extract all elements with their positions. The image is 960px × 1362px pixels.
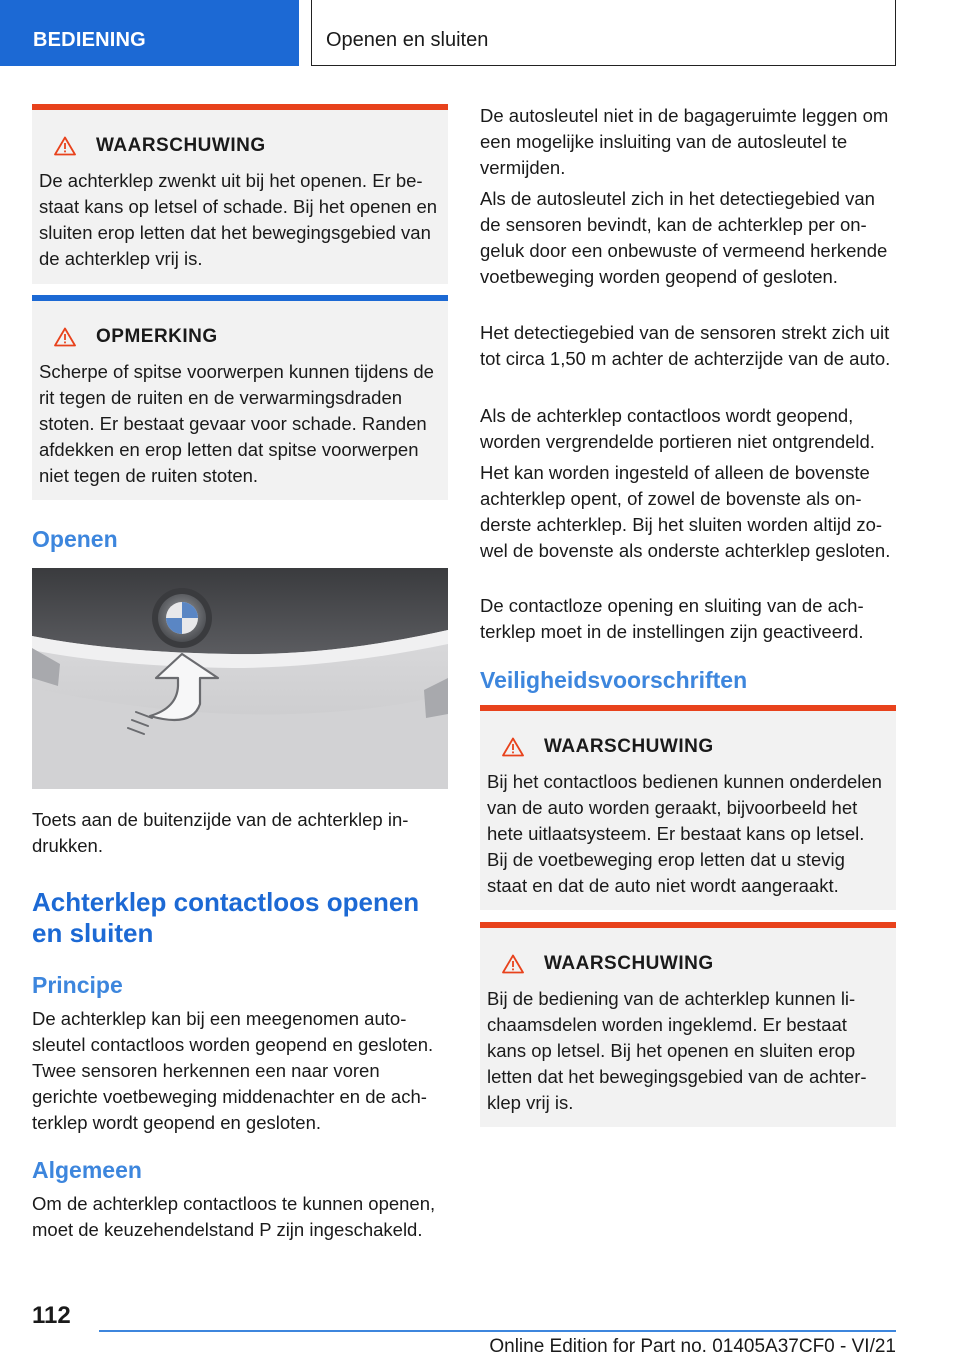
header-chapter	[311, 0, 896, 66]
warning-heading	[32, 110, 448, 160]
heading-principe: Principe	[32, 972, 123, 998]
header-chapter-label: Openen en sluiten	[326, 29, 489, 51]
note-title: OPMERKING	[96, 326, 218, 347]
warning-text: De achterklep zwenkt uit bij het openen. Er bestaat kans op letsel of schade. Bij het openen en sluiten erop letten dat het bewegingsgebied van de achterklep vrij is.	[39, 170, 438, 269]
warning-heading	[480, 928, 896, 978]
warning-triangle-icon	[54, 136, 76, 156]
photo-caption: Toets aan de buitenzijde van de achterklep indrukken.	[32, 809, 409, 856]
paragraph-portieren: Als de achterklep contactloos wordt geopend, worden vergrendelde portieren niet ontgrendeld.	[480, 405, 875, 452]
warning-title: WAARSCHUWING	[544, 736, 714, 757]
warning-box-2	[480, 705, 896, 910]
warning-box-3	[480, 922, 896, 1127]
warning-text: Bij de bediening van de achterklep kunnen lichaamsdelen worden ingeklemd. Er bestaat kans op letsel. Bij het openen en sluiten erop letten dat het bewegingsgebied van de achterklep vrij is.	[487, 988, 867, 1113]
heading-algemeen: Algemeen	[32, 1157, 142, 1183]
note-box-1	[32, 295, 448, 500]
warning-triangle-icon	[502, 737, 524, 757]
paragraph-instelling: Het kan worden ingesteld of alleen de bovenste achterklep opent, of zowel de bovenste als onderste achterklep. Bij het sluiten worden altijd zowel de bovenste als onderste achterklep gesloten.	[480, 462, 891, 561]
paragraph-detectiegebied: Als de autosleutel zich in het detectiegebied van de sensoren bevindt, kan de achterklep per ongeluk door een onbewuste of vermeend herkende voetbeweging worden geopend of gesloten.	[480, 188, 888, 287]
warning-triangle-icon	[54, 327, 76, 347]
heading-openen: Openen	[32, 526, 118, 552]
warning-triangle-icon	[502, 954, 524, 974]
paragraph-bereik: Het detectiegebied van de sensoren strekt zich uit tot circa 1,50 m achter de achterzijde van de auto.	[480, 322, 891, 369]
paragraph-activering: De contactloze opening en sluiting van de achterklep moet in de instellingen zijn geactiveerd.	[480, 595, 864, 642]
warning-title: WAARSCHUWING	[96, 135, 266, 156]
warning-title: WAARSCHUWING	[544, 953, 714, 974]
footer-edition: Online Edition for Part no. 01405A37CF0 - VI/21	[489, 1336, 896, 1357]
footer-divider	[99, 1330, 896, 1332]
page-number: 112	[32, 1302, 71, 1329]
header-section-tab	[0, 0, 299, 66]
algemeen-text: Om de achterklep contactloos te kunnen openen, moet de keuzehendelstand P zijn ingeschakeld.	[32, 1193, 436, 1240]
tailgate-button-photo	[32, 568, 448, 789]
heading-contactless: Achterklep contactloos openen en sluiten	[32, 887, 420, 948]
warning-text: Bij het contactloos bedienen kunnen onderdelen van de auto worden geraakt, bijvoorbeeld het hete uitlaatsysteem. Er bestaat kans op letsel. Bij de voetbeweging erop letten dat u stevig staat en dat de auto niet wordt aangeraakt.	[487, 771, 882, 896]
warning-box-1	[32, 104, 448, 284]
paragraph-sleutel: De autosleutel niet in de bagageruimte leggen om een mogelijke insluiting van de autosleutel te vermijden.	[480, 105, 889, 178]
warning-heading	[480, 711, 896, 761]
tailgate-photo-illustration	[32, 568, 448, 789]
principe-text: De achterklep kan bij een meegenomen autosleutel contactloos worden geopend en gesloten. Twee sensoren herkennen een naar voren gerichte voetbeweging middenachter en de achterklep wordt geopend en gesloten.	[32, 1008, 434, 1133]
header-section-label: BEDIENING	[33, 29, 146, 51]
heading-veiligheid: Veiligheidsvoorschriften	[480, 667, 748, 693]
note-heading	[32, 301, 448, 351]
note-text: Scherpe of spitse voorwerpen kunnen tijdens de rit tegen de ruiten en de verwarmingsdraden stoten. Er bestaat gevaar voor schade. Randen afdekken en erop letten dat spitse voorwerpen niet tegen de ruiten stoten.	[39, 361, 434, 486]
